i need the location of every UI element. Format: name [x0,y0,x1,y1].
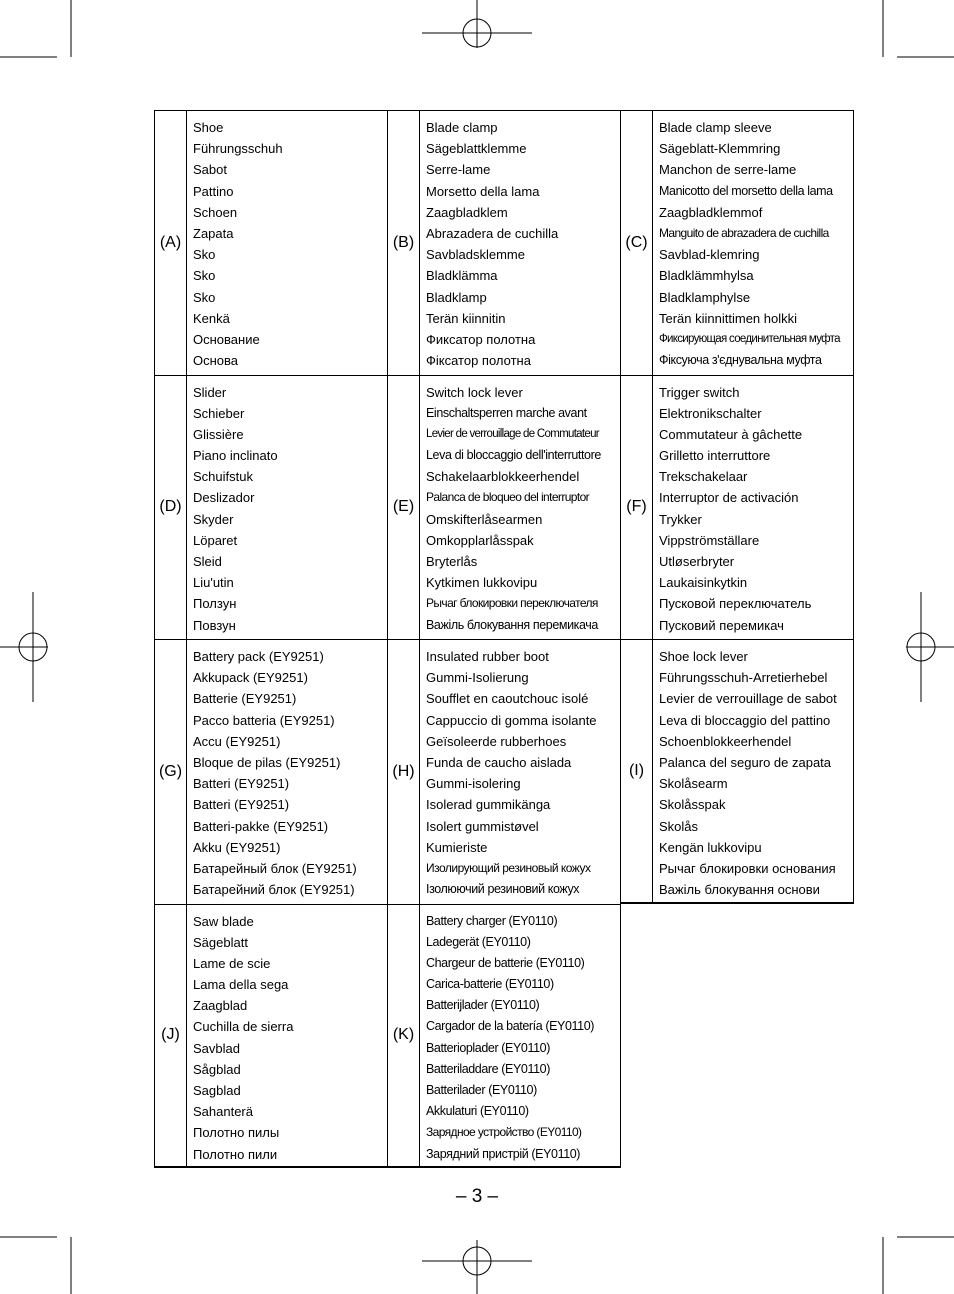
part-letter: (G) [155,640,187,904]
term: Palanca de bloqueo del interruptor [426,490,590,505]
term: Glissière [193,426,244,442]
term-list [193,911,385,1165]
term: Bryterlås [426,554,478,569]
part-cell-j [154,904,387,1169]
term: Sabot [193,162,227,178]
term: Ladegerät (EY0110) [426,934,531,949]
term: Slider [193,384,227,400]
term: Morsetto della lama [426,183,540,199]
table-row [154,375,854,640]
table-row [154,904,854,1169]
term: Повзун [193,617,236,633]
term: Батарейний блок (EY9251) [193,882,355,898]
term: Soufflet en caoutchouc isolé [426,691,589,707]
part-letter: (C) [621,111,653,375]
term: Terän kiinnittimen holkki [659,310,798,326]
term: Savbladsklemme [426,247,525,263]
term: Рычаг блокировки основания [659,860,836,876]
term: Shoe lock lever [659,649,748,664]
term: Изолирующий резиновый кожух [426,860,591,875]
page-number: – 3 – [455,1186,499,1207]
term: Sko [193,289,216,305]
term: Bladklamphylse [659,289,751,305]
term: Kengän lukkovipu [659,839,762,855]
term: Pacco batteria (EY9251) [193,712,335,728]
term: Omskifterlåsearmen [426,511,543,527]
term: Lame de scie [193,955,271,971]
term: Funda de caucho aislada [426,754,572,770]
term: Abrazadera de cuchilla [426,225,559,241]
term: Sko [193,268,216,284]
term: Batteriladdare (EY0110) [426,1061,550,1076]
term: Savblad-klemring [659,247,760,263]
term: Palanca del seguro de zapata [659,754,832,770]
term: Grilletto interruttore [659,448,771,464]
part-cell-b [387,110,620,375]
term: Trykker [659,511,702,527]
term: Laukaisinkytkin [659,575,748,591]
term: Основание [193,331,260,347]
part-letter: (I) [621,640,653,902]
part-cell-d [154,375,387,640]
part-letter: (K) [388,905,420,1167]
term: Важіль блокування перемикача [426,617,598,632]
term: Leva di bloccaggio del pattino [659,712,831,728]
term: Zapata [193,225,234,241]
term: Pattino [193,183,234,199]
term: Skolåsspak [659,797,726,813]
term: Фіксатор полотна [426,353,531,369]
term: Battery pack (EY9251) [193,649,324,664]
term: Führungsschuh-Arretierhebel [659,670,828,686]
term: Ізолюючий резиновий кожух [426,882,580,897]
term: Savblad [193,1040,240,1056]
term: Akkupack (EY9251) [193,670,308,686]
term-list [659,382,851,636]
term: Manicotto del morsetto della lama [659,183,833,198]
term: Schieber [193,405,245,421]
term: Sågblad [193,1061,241,1077]
table-row [154,639,854,904]
term: Geïsoleerde rubberhoes [426,733,567,749]
term: Isolerad gummikänga [426,797,551,813]
part-letter: (H) [388,640,420,904]
part-cell-e [387,375,620,640]
term: Switch lock lever [426,384,523,400]
term: Isolert gummistøvel [426,818,539,834]
term: Omkopplarlåsspak [426,532,534,548]
term: Bladklämma [426,268,498,284]
term: Battery charger (EY0110) [426,913,558,928]
term: Полотно пили [193,1146,278,1162]
term: Blade clamp [426,120,498,135]
term: Sahanterä [193,1104,253,1120]
term-list [193,117,385,371]
part-letter: (D) [155,376,187,640]
term: Batterioplader (EY0110) [426,1040,550,1055]
term: Фиксирующая соединительная муфта [659,332,840,345]
part-letter: (J) [155,905,187,1167]
part-cell-f [620,375,854,640]
term: Insulated rubber boot [426,649,549,664]
term: Akku (EY9251) [193,839,281,855]
term: Elektronikschalter [659,405,762,421]
term: Blade clamp sleeve [659,120,772,135]
term: Sägeblattklemme [426,141,527,157]
term: Полотно пилы [193,1125,280,1141]
term: Löparet [193,532,238,548]
term: Manguito de abrazadera de cuchilla [659,225,829,240]
term: Sagblad [193,1083,241,1098]
term: Батарейный блок (EY9251) [193,860,357,876]
term: Batteri-pakke (EY9251) [193,818,329,834]
term: Sägeblatt [193,934,248,950]
term: Führungsschuh [193,141,283,157]
term: Batteri (EY9251) [193,797,290,813]
term: Skolåsearm [659,776,728,792]
term: Cuchilla de sierra [193,1019,294,1035]
term: Зарядное устройство (EY0110) [426,1125,582,1140]
term-list [426,646,618,900]
table-row [154,110,854,375]
term: Trekschakelaar [659,469,748,485]
term: Важіль блокування основи [659,882,820,898]
term: Einschaltsperren marche avant [426,405,587,420]
term: Фіксуюча з'єднувальна муфта [659,353,822,368]
term: Zaagbladklem [426,204,508,220]
term: Levier de verrouillage de sabot [659,691,837,707]
term: Piano inclinato [193,448,278,464]
term: Manchon de serre-lame [659,162,797,178]
term: Batteri (EY9251) [193,776,290,792]
term: Saw blade [193,913,254,929]
term-list [426,382,618,636]
term: Основа [193,353,239,369]
term: Bladklämmhylsa [659,268,754,284]
part-cell-g [154,639,387,904]
term: Accu (EY9251) [193,733,281,749]
term: Schuifstuk [193,469,253,485]
part-letter: (A) [155,111,187,375]
term: Skolås [659,818,699,834]
term: Schakelaarblokkeerhendel [426,469,580,485]
part-letter: (E) [388,376,420,640]
term: Liu'utin [193,575,234,591]
term: Sko [193,247,216,263]
part-letter: (B) [388,111,420,375]
term: Пусковой переключатель [659,596,812,612]
term: Batterilader (EY0110) [426,1083,537,1097]
term: Bloque de pilas (EY9251) [193,754,341,770]
term: Gummi-Isolierung [426,670,529,686]
term: Gummi-isolering [426,776,521,792]
part-cell-i [620,639,854,904]
term-list [659,117,851,371]
term: Kenkä [193,310,230,326]
term: Utløserbryter [659,554,735,569]
term: Рычаг блокировки переключателя [426,596,598,611]
part-cell-a [154,110,387,375]
term: Kytkimen lukkovipu [426,575,538,591]
term: Kumieriste [426,839,488,855]
term-list [426,911,618,1165]
parts-terminology-table [154,110,854,1168]
part-cell-k [387,904,621,1169]
term: Trigger switch [659,384,740,400]
term: Zaagblad [193,998,248,1014]
term: Batterijlader (EY0110) [426,998,540,1013]
term: Deslizador [193,490,255,506]
term: Carica-batterie (EY0110) [426,977,554,992]
term: Ползун [193,596,237,612]
term: Zaagbladklemmof [659,204,763,220]
part-cell-h [387,639,620,904]
term: Bladklamp [426,289,487,305]
term: Пусковий перемикач [659,617,784,633]
term-list [193,382,385,636]
term: Akkulaturi (EY0110) [426,1104,529,1119]
term: Schoen [193,204,238,220]
term: Skyder [193,511,234,527]
term: Lama della sega [193,977,289,993]
term: Leva di bloccaggio dell'interruttore [426,448,601,463]
part-letter: (F) [621,376,653,640]
term-list [193,646,385,900]
term: Cappuccio di gomma isolante [426,712,597,728]
term: Sleid [193,554,222,569]
term: Serre-lame [426,162,491,178]
term: Shoe [193,120,224,135]
term: Commutateur à gâchette [659,426,803,442]
term: Schoenblokkeerhendel [659,733,792,749]
term: Terän kiinnitin [426,310,506,326]
term: Batterie (EY9251) [193,691,297,707]
term-list [659,646,851,900]
term: Vippströmställare [659,532,760,548]
term: Cargador de la batería (EY0110) [426,1019,595,1034]
term: Levier de verrouillage de Commutateur [426,427,599,440]
term: Зарядний пристрій (EY0110) [426,1146,581,1161]
term: Фиксатор полотна [426,331,536,347]
part-cell-c [620,110,854,375]
term-list [426,117,618,371]
term: Chargeur de batterie (EY0110) [426,955,585,970]
term: Interruptor de activación [659,490,799,506]
term: Sägeblatt-Klemmring [659,141,781,157]
